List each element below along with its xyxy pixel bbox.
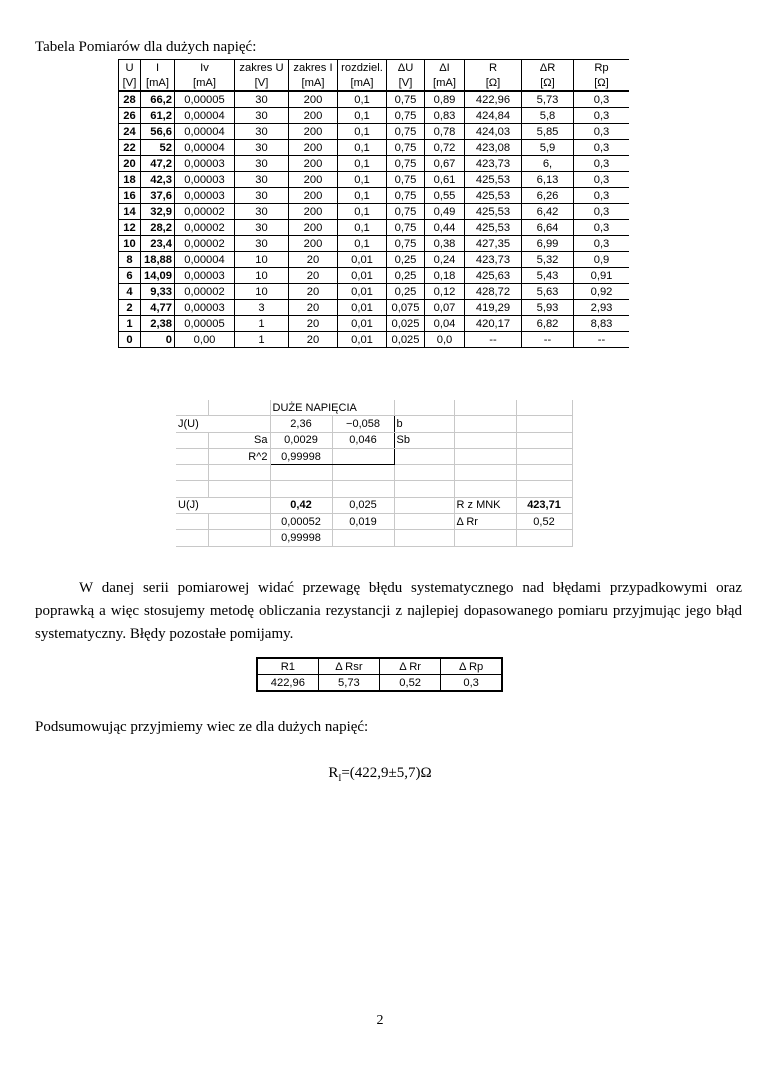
table-cell: 1	[235, 332, 289, 348]
table-cell: 6,64	[522, 220, 574, 236]
column-unit: [mA]	[425, 75, 465, 91]
table-row	[119, 332, 630, 348]
table-cell: 0,3	[574, 204, 630, 220]
table-cell: 10	[235, 268, 289, 284]
table-cell: 0,00004	[175, 124, 235, 140]
table-cell: 6	[119, 268, 141, 284]
table-cell: 0,3	[574, 91, 630, 108]
table-cell: 66,2	[141, 91, 175, 108]
table-unit-row	[119, 75, 630, 91]
table-cell: 6,99	[522, 236, 574, 252]
table-cell: 0,01	[338, 252, 387, 268]
table-cell: 0,61	[425, 172, 465, 188]
table-cell: 0,3	[574, 236, 630, 252]
table-cell: 0,9	[574, 252, 630, 268]
table-cell: 23,4	[141, 236, 175, 252]
table-cell: 0,89	[425, 91, 465, 108]
table-cell: 200	[289, 156, 338, 172]
table-cell: 6,	[522, 156, 574, 172]
table-cell: 0,1	[338, 204, 387, 220]
summary-value: 0,52	[380, 675, 441, 692]
table-cell: 14,09	[141, 268, 175, 284]
column-header: R	[465, 60, 522, 76]
table-cell: 200	[289, 124, 338, 140]
sheet-ui-r2: 0,99998	[270, 530, 332, 546]
summary-text: Podsumowując przyjmiemy wiec ze dla dużych napięć:	[35, 719, 369, 735]
table-cell: 0,01	[338, 300, 387, 316]
column-unit: [Ω]	[574, 75, 630, 91]
table-cell: 47,2	[141, 156, 175, 172]
table-cell: 26	[119, 108, 141, 124]
table-cell: 0,025	[387, 316, 425, 332]
table-cell: 0,01	[338, 316, 387, 332]
table-cell: 425,53	[465, 204, 522, 220]
sheet-a-value: 2,36	[270, 416, 332, 432]
table-cell: 0,75	[387, 124, 425, 140]
table-cell: 0,3	[574, 172, 630, 188]
table-cell: 10	[235, 284, 289, 300]
sheet-ui-b: 0,025	[332, 497, 394, 513]
sheet-r2-value: 0,99998	[270, 448, 332, 464]
table-cell: 0,1	[338, 124, 387, 140]
table-cell: 0,67	[425, 156, 465, 172]
table-cell: 0,00005	[175, 91, 235, 108]
table-cell: 0,83	[425, 108, 465, 124]
table-cell: 0,25	[387, 252, 425, 268]
table-cell: 5,73	[522, 91, 574, 108]
table-cell: 0,24	[425, 252, 465, 268]
table-row	[119, 91, 630, 108]
table-cell: 20	[119, 156, 141, 172]
column-header: rozdziel.	[338, 60, 387, 76]
table-cell: 5,32	[522, 252, 574, 268]
table-cell: 52	[141, 140, 175, 156]
table-row	[119, 204, 630, 220]
table-cell: 8	[119, 252, 141, 268]
table-cell: 2,38	[141, 316, 175, 332]
table-cell: 424,84	[465, 108, 522, 124]
regression-sheet	[176, 400, 572, 547]
table-cell: 1	[235, 316, 289, 332]
table-cell: 0,00003	[175, 172, 235, 188]
table-cell: 28,2	[141, 220, 175, 236]
sheet-ui-a: 0,42	[270, 497, 332, 513]
table-cell: 0,75	[387, 220, 425, 236]
summary-header: Δ Rsr	[318, 658, 379, 675]
table-cell: 0,75	[387, 140, 425, 156]
table-cell: 2,93	[574, 300, 630, 316]
formula-symbol: R	[328, 765, 339, 781]
table-cell: 0,00003	[175, 156, 235, 172]
column-unit: [V]	[387, 75, 425, 91]
table-cell: 200	[289, 140, 338, 156]
summary-value: 0,3	[441, 675, 502, 692]
table-cell: 0,75	[387, 236, 425, 252]
table-cell: 0,01	[338, 284, 387, 300]
column-header: Iv	[175, 60, 235, 76]
table-cell: 424,03	[465, 124, 522, 140]
table-cell: 10	[119, 236, 141, 252]
column-header: zakres U	[235, 60, 289, 76]
analysis-text: W danej serii pomiarowej widać przewagę błędu systematycznego nad błędami przypadkowymi oraz poprawką a więc stosujemy metodę obliczania rezystancji z najlepiej dopasowanego pomiaru przyjmując jego błąd systematyczny. Błędy pozostałe pomijamy.	[35, 580, 742, 642]
table-cell: 0,92	[574, 284, 630, 300]
table-cell: 0,25	[387, 284, 425, 300]
table-cell: 12	[119, 220, 141, 236]
table-cell: 9,33	[141, 284, 175, 300]
column-unit: [Ω]	[522, 75, 574, 91]
sheet-b-value: −0,058	[332, 416, 394, 432]
sheet-ui-sb: 0,019	[332, 514, 394, 530]
table-cell: --	[522, 332, 574, 348]
table-cell: 422,96	[465, 91, 522, 108]
table-row	[119, 172, 630, 188]
table-cell: 0,3	[574, 124, 630, 140]
table-cell: 0,49	[425, 204, 465, 220]
table-cell: --	[465, 332, 522, 348]
table-cell: 0,1	[338, 172, 387, 188]
column-unit: [mA]	[175, 75, 235, 91]
table-row	[119, 252, 630, 268]
column-header: ΔR	[522, 60, 574, 76]
column-header: zakres I	[289, 60, 338, 76]
column-unit: [V]	[119, 75, 141, 91]
table-cell: 0,1	[338, 156, 387, 172]
table-cell: 0,00004	[175, 108, 235, 124]
table-cell: 0,025	[387, 332, 425, 348]
table-caption: Tabela Pomiarów dla dużych napięć:	[35, 39, 257, 55]
table-row	[119, 188, 630, 204]
table-cell: 425,63	[465, 268, 522, 284]
table-cell: 6,42	[522, 204, 574, 220]
sheet-title: DUŻE NAPIĘCIA	[270, 400, 394, 416]
summary-table-container	[256, 657, 503, 692]
summary-value: 422,96	[257, 675, 318, 692]
table-cell: 37,6	[141, 188, 175, 204]
measurement-table-container	[118, 59, 629, 354]
table-cell: 200	[289, 204, 338, 220]
table-cell: 18,88	[141, 252, 175, 268]
column-unit: [mA]	[141, 75, 175, 91]
table-cell: 32,9	[141, 204, 175, 220]
table-cell: 0,75	[387, 108, 425, 124]
table-cell: 30	[235, 172, 289, 188]
table-cell: 10	[235, 252, 289, 268]
table-cell: 425,53	[465, 172, 522, 188]
table-cell: 419,29	[465, 300, 522, 316]
table-cell: 0,00002	[175, 204, 235, 220]
summary-table	[256, 657, 503, 692]
sheet-ui-sa: 0,00052	[270, 514, 332, 530]
table-row	[119, 108, 630, 124]
table-cell: 0,07	[425, 300, 465, 316]
table-cell: 30	[235, 236, 289, 252]
table-cell: 200	[289, 188, 338, 204]
table-cell: 200	[289, 220, 338, 236]
sheet-sb-label: Sb	[394, 432, 454, 448]
table-cell: 0,075	[387, 300, 425, 316]
table-cell: 0,3	[574, 108, 630, 124]
table-cell: 0,1	[338, 91, 387, 108]
sheet-dr-value: 0,52	[516, 514, 572, 530]
table-cell: 0,25	[387, 268, 425, 284]
table-cell: 0	[119, 332, 141, 348]
table-cell: 428,72	[465, 284, 522, 300]
table-cell: 0,00002	[175, 220, 235, 236]
sheet-rmnk-value: 423,71	[516, 497, 572, 513]
column-header: U	[119, 60, 141, 76]
table-cell: 30	[235, 156, 289, 172]
sheet-b-label: b	[394, 416, 454, 432]
column-unit: [mA]	[289, 75, 338, 91]
table-cell: 5,43	[522, 268, 574, 284]
table-cell: 30	[235, 188, 289, 204]
table-cell: 0,00003	[175, 188, 235, 204]
sheet-dr-label: Δ Rr	[454, 514, 516, 530]
table-cell: 0,12	[425, 284, 465, 300]
table-cell: 18	[119, 172, 141, 188]
table-cell: 0,01	[338, 332, 387, 348]
table-cell: 423,08	[465, 140, 522, 156]
table-cell: 30	[235, 204, 289, 220]
column-header: I	[141, 60, 175, 76]
table-cell: 6,13	[522, 172, 574, 188]
table-cell: 28	[119, 91, 141, 108]
table-row	[119, 268, 630, 284]
sheet-sa-value: 0,0029	[270, 432, 332, 448]
table-cell: 0,55	[425, 188, 465, 204]
column-unit: [Ω]	[465, 75, 522, 91]
table-cell: 0,78	[425, 124, 465, 140]
table-cell: 0,1	[338, 220, 387, 236]
table-cell: 3	[235, 300, 289, 316]
column-header: ΔU	[387, 60, 425, 76]
table-cell: 4,77	[141, 300, 175, 316]
table-row	[119, 156, 630, 172]
table-cell: 0,00004	[175, 252, 235, 268]
column-header: Rp	[574, 60, 630, 76]
table-cell: 0,75	[387, 156, 425, 172]
table-cell: 42,3	[141, 172, 175, 188]
table-cell: 30	[235, 108, 289, 124]
table-header-row	[119, 60, 630, 76]
sheet-sa-label: Sa	[208, 432, 270, 448]
table-cell: 0,91	[574, 268, 630, 284]
table-cell: 30	[235, 124, 289, 140]
table-cell: 0,00003	[175, 268, 235, 284]
summary-header: Δ Rp	[441, 658, 502, 675]
table-cell: 0,72	[425, 140, 465, 156]
table-cell: 0,1	[338, 236, 387, 252]
table-cell: 0,75	[387, 172, 425, 188]
regression-table	[176, 400, 573, 547]
sheet-rmnk-label: R z MNK	[454, 497, 516, 513]
table-cell: 20	[289, 268, 338, 284]
table-cell: 200	[289, 172, 338, 188]
table-cell: 0,1	[338, 140, 387, 156]
sheet-ui-label: U(J)	[176, 497, 270, 513]
table-cell: 56,6	[141, 124, 175, 140]
table-cell: 14	[119, 204, 141, 220]
table-cell: 0,0	[425, 332, 465, 348]
table-row	[119, 124, 630, 140]
table-cell: 0,1	[338, 188, 387, 204]
column-header: ΔI	[425, 60, 465, 76]
page-number: 2	[376, 1013, 384, 1028]
analysis-paragraph	[35, 577, 742, 646]
table-cell: 16	[119, 188, 141, 204]
table-cell: 0,18	[425, 268, 465, 284]
table-cell: 423,73	[465, 156, 522, 172]
column-unit: [mA]	[338, 75, 387, 91]
table-cell: 20	[289, 252, 338, 268]
table-cell: 0,38	[425, 236, 465, 252]
sheet-r2-label: R^2	[208, 448, 270, 464]
table-cell: 30	[235, 91, 289, 108]
table-cell: 2	[119, 300, 141, 316]
table-cell: 24	[119, 124, 141, 140]
table-row	[119, 316, 630, 332]
table-cell: 425,53	[465, 220, 522, 236]
summary-header: Δ Rr	[380, 658, 441, 675]
table-cell: 30	[235, 220, 289, 236]
table-cell: 0,44	[425, 220, 465, 236]
result-formula	[0, 765, 760, 783]
table-cell: 5,8	[522, 108, 574, 124]
sheet-iu-label: J(U)	[176, 416, 270, 432]
table-cell: 5,63	[522, 284, 574, 300]
table-cell: 30	[235, 140, 289, 156]
table-cell: 0,00003	[175, 300, 235, 316]
table-cell: 22	[119, 140, 141, 156]
table-row	[119, 236, 630, 252]
table-cell: 61,2	[141, 108, 175, 124]
table-cell: 0,75	[387, 188, 425, 204]
table-row	[119, 220, 630, 236]
table-cell: 0,00005	[175, 316, 235, 332]
table-cell: 0,3	[574, 140, 630, 156]
table-cell: 425,53	[465, 188, 522, 204]
table-cell: 0,3	[574, 156, 630, 172]
summary-header: R1	[257, 658, 318, 675]
measurement-table	[118, 59, 629, 348]
table-cell: 0,01	[338, 268, 387, 284]
table-cell: 5,9	[522, 140, 574, 156]
table-cell: 20	[289, 332, 338, 348]
table-cell: 423,73	[465, 252, 522, 268]
table-cell: --	[574, 332, 630, 348]
table-row	[119, 140, 630, 156]
table-cell: 0	[141, 332, 175, 348]
table-cell: 0,75	[387, 91, 425, 108]
table-row	[119, 284, 630, 300]
table-cell: 4	[119, 284, 141, 300]
table-cell: 200	[289, 236, 338, 252]
sheet-sb-value: 0,046	[332, 432, 394, 448]
table-cell: 20	[289, 284, 338, 300]
table-cell: 5,85	[522, 124, 574, 140]
summary-value: 5,73	[318, 675, 379, 692]
table-cell: 0,3	[574, 188, 630, 204]
table-cell: 420,17	[465, 316, 522, 332]
table-cell: 0,04	[425, 316, 465, 332]
table-cell: 0,00002	[175, 236, 235, 252]
formula-expression: =(422,9±5,7)Ω	[341, 765, 432, 781]
table-cell: 6,82	[522, 316, 574, 332]
table-cell: 0,1	[338, 108, 387, 124]
table-cell: 20	[289, 316, 338, 332]
table-cell: 427,35	[465, 236, 522, 252]
table-row	[119, 300, 630, 316]
table-cell: 0,3	[574, 220, 630, 236]
table-cell: 8,83	[574, 316, 630, 332]
table-cell: 1	[119, 316, 141, 332]
table-cell: 0,75	[387, 204, 425, 220]
table-cell: 0,00	[175, 332, 235, 348]
formula-subscript: I	[338, 773, 342, 783]
table-cell: 5,93	[522, 300, 574, 316]
column-unit: [V]	[235, 75, 289, 91]
table-cell: 200	[289, 91, 338, 108]
table-cell: 6,26	[522, 188, 574, 204]
table-cell: 200	[289, 108, 338, 124]
table-cell: 0,00002	[175, 284, 235, 300]
table-cell: 20	[289, 300, 338, 316]
table-cell: 0,00004	[175, 140, 235, 156]
